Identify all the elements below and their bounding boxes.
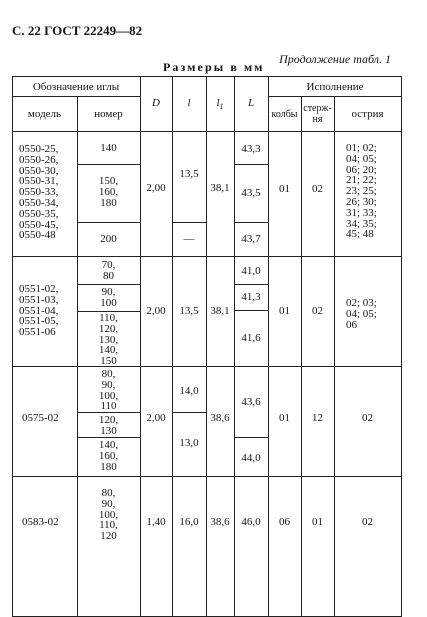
flask-cell: 06 bbox=[279, 516, 290, 528]
D-cell: 2,00 bbox=[146, 412, 166, 424]
header-flask: колбы bbox=[271, 109, 298, 120]
number-cell: 120, 130 bbox=[98, 414, 119, 437]
number-divider bbox=[77, 164, 140, 165]
vline-rod bbox=[334, 97, 335, 617]
flask-cell: 01 bbox=[279, 305, 290, 317]
vline-flask bbox=[301, 97, 302, 617]
D-cell: 1,40 bbox=[146, 516, 166, 528]
L-cell: 43,3 bbox=[241, 143, 261, 155]
l-cell: — bbox=[183, 233, 195, 245]
section-divider-1 bbox=[12, 256, 402, 257]
number-cell: 110, 120, 130, 140, 150 bbox=[98, 312, 119, 368]
l-divider bbox=[172, 412, 206, 413]
header-l: l bbox=[187, 97, 191, 109]
number-cell: 140, 160, 180 bbox=[98, 439, 119, 473]
vline-D bbox=[172, 76, 173, 617]
l-divider bbox=[172, 222, 206, 223]
number-cell: 140 bbox=[100, 142, 117, 154]
l1-cell: 38,1 bbox=[210, 305, 230, 317]
section-divider-3 bbox=[12, 476, 402, 477]
number-cell: 90, 100 bbox=[100, 286, 117, 309]
table-top-border bbox=[12, 76, 402, 77]
D-cell: 2,00 bbox=[146, 305, 166, 317]
number-divider bbox=[77, 284, 140, 285]
models-cell: 0550-25, 0550-26, 0550-30, 0550-31, 0550-33, 0550-34, 0550-35, 0550-45, 0550-48 bbox=[19, 143, 59, 242]
L-divider bbox=[234, 284, 268, 285]
number-divider bbox=[77, 222, 140, 223]
number-cell: 80, 90, 100, 110 bbox=[98, 368, 119, 413]
point-cell: 02; 03; 04; 05; 06 bbox=[346, 297, 377, 331]
header-model: модель bbox=[27, 108, 62, 120]
l1-cell: 38,6 bbox=[210, 516, 230, 528]
L-cell: 41,0 bbox=[241, 265, 261, 277]
l1-cell: 38,6 bbox=[210, 412, 230, 424]
l-cell: 13,0 bbox=[179, 437, 199, 449]
section-divider-2 bbox=[12, 366, 402, 367]
L-divider bbox=[234, 437, 268, 438]
vline-L bbox=[268, 76, 269, 617]
header-l1-letter: l bbox=[216, 97, 220, 109]
header-rod: стерж- ня bbox=[303, 103, 332, 125]
L-cell: 43,6 bbox=[241, 396, 261, 408]
L-cell: 44,0 bbox=[241, 452, 261, 464]
point-cell: 02 bbox=[362, 412, 373, 424]
flask-cell: 01 bbox=[279, 412, 290, 424]
header-divider-exec bbox=[268, 96, 402, 97]
vline-l bbox=[206, 76, 207, 617]
vline-number bbox=[140, 76, 141, 617]
number-cell: 70, 80 bbox=[101, 259, 116, 282]
D-cell: 2,00 bbox=[146, 182, 166, 194]
page-header: С. 22 ГОСТ 22249—82 bbox=[12, 23, 143, 38]
number-divider bbox=[77, 437, 140, 438]
L-cell: 41,3 bbox=[241, 291, 261, 303]
header-l1-subscript: 1 bbox=[219, 102, 224, 112]
L-divider bbox=[234, 222, 268, 223]
number-cell: 150, 160, 180 bbox=[98, 175, 119, 209]
header-D: D bbox=[152, 97, 160, 109]
header-execution: Исполнение bbox=[306, 81, 364, 93]
L-cell: 43,7 bbox=[241, 233, 261, 245]
table-right-border bbox=[401, 76, 402, 617]
models-cell: 0551-02, 0551-03, 0551-04, 0551-05, 0551-06 bbox=[19, 283, 59, 339]
l-cell: 14,0 bbox=[179, 385, 199, 397]
header-bottom-border bbox=[12, 131, 402, 132]
header-divider-needle bbox=[12, 96, 140, 97]
L-divider bbox=[234, 310, 268, 311]
L-cell: 43,5 bbox=[241, 187, 261, 199]
rod-cell: 02 bbox=[312, 305, 323, 317]
table-left-border bbox=[12, 76, 13, 617]
header-needle-designation: Обозначение иглы bbox=[32, 81, 120, 93]
rod-cell: 12 bbox=[312, 412, 323, 424]
vline-l1 bbox=[234, 76, 235, 617]
table-continuation-label: Продолжение табл. 1 bbox=[279, 52, 391, 66]
number-cell: 80, 90, 100, 110, 120 bbox=[98, 487, 119, 543]
header-point: острия bbox=[351, 108, 384, 120]
l1-cell: 38,1 bbox=[210, 182, 230, 194]
header-L: L bbox=[247, 97, 255, 109]
flask-cell: 01 bbox=[279, 183, 290, 195]
L-cell: 46,0 bbox=[241, 516, 261, 528]
point-cell: 02 bbox=[362, 516, 373, 528]
rod-cell: 02 bbox=[312, 183, 323, 195]
l-cell: 13,5 bbox=[179, 168, 199, 180]
number-cell: 200 bbox=[100, 233, 117, 245]
header-l1 bbox=[206, 98, 234, 112]
l-cell: 13,5 bbox=[179, 305, 199, 317]
models-cell: 0583-02 bbox=[22, 516, 59, 528]
l-cell: 16,0 bbox=[179, 516, 199, 528]
L-divider bbox=[234, 164, 268, 165]
models-cell: 0575-02 bbox=[22, 412, 59, 424]
L-cell: 41,6 bbox=[241, 332, 261, 344]
header-number: номер bbox=[94, 108, 123, 120]
table-caption: Размеры в мм bbox=[163, 60, 265, 74]
point-cell: 01; 02; 04; 05; 06; 20; 21; 22; 23; 25; 26; 30; 31; 33; 34; 35; 45; 48 bbox=[346, 142, 377, 241]
rod-cell: 01 bbox=[312, 516, 323, 528]
